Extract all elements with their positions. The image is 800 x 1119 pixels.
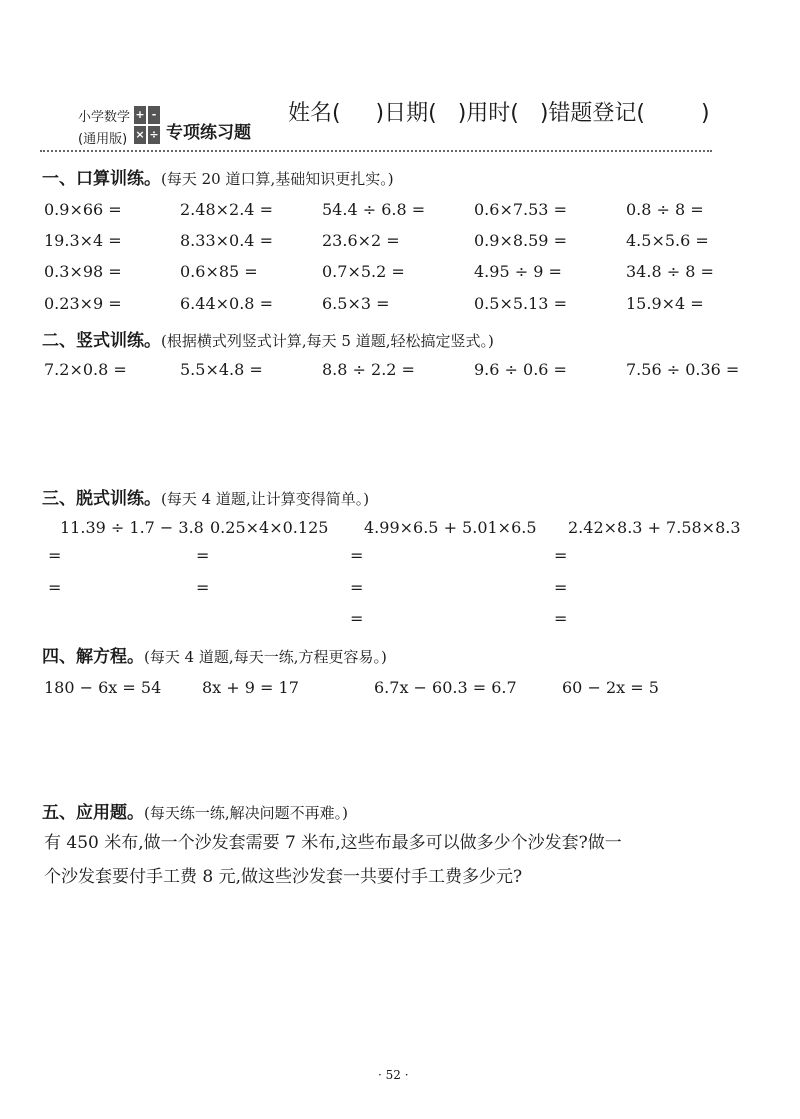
section1-title: 一、口算训练。 (42, 169, 161, 189)
section1-note: (每天 20 道口算,基础知识更扎实。) (161, 170, 394, 188)
vertical-problem: 5.5×4.8 = (180, 360, 263, 379)
plus-icon: + (134, 106, 146, 124)
oral-problem: 4.95 ÷ 9 = (474, 262, 562, 281)
oral-problem: 19.3×4 = (44, 231, 122, 250)
section3-heading (42, 484, 369, 509)
equation-problem: 60 − 2x = 5 (562, 678, 659, 697)
section2-heading (42, 326, 494, 351)
equals-sign: = (350, 609, 364, 628)
section4-note: (每天 4 道题,每天一练,方程更容易。) (144, 648, 387, 666)
oral-problem: 23.6×2 = (322, 231, 400, 250)
minus-icon: - (148, 106, 160, 124)
oral-problem: 8.33×0.4 = (180, 231, 273, 250)
stepwise-problem: 2.42×8.3 + 7.58×8.3 (568, 518, 741, 537)
section2-note: (根据横式列竖式计算,每天 5 道题,轻松搞定竖式。) (161, 332, 494, 350)
header-divider (40, 150, 712, 152)
oral-problem: 0.7×5.2 = (322, 262, 405, 281)
page-number: · 52 · (378, 1068, 409, 1082)
vertical-problem: 7.2×0.8 = (44, 360, 127, 379)
oral-problem: 6.5×3 = (322, 294, 390, 313)
oral-problem: 0.9×8.59 = (474, 231, 567, 250)
oral-problem: 34.8 ÷ 8 = (626, 262, 714, 281)
equals-sign: = (48, 578, 62, 597)
vertical-problem: 9.6 ÷ 0.6 = (474, 360, 567, 379)
word-problem-line2: 个沙发套要付手工费 8 元,做这些沙发套一共要付手工费多少元? (44, 867, 523, 887)
brand-subject: 小学数学 (78, 110, 131, 125)
oral-problem: 0.5×5.13 = (474, 294, 567, 313)
times-icon: × (134, 126, 146, 144)
stepwise-problem: 11.39 ÷ 1.7 − 3.8 (60, 518, 204, 537)
oral-problem: 0.23×9 = (44, 294, 122, 313)
oral-problem: 2.48×2.4 = (180, 200, 273, 219)
oral-problem: 0.6×7.53 = (474, 200, 567, 219)
vertical-problem: 8.8 ÷ 2.2 = (322, 360, 415, 379)
operator-grid-icon (134, 106, 160, 144)
brand-title: 专项练习题 (166, 123, 251, 143)
section3-note: (每天 4 道题,让计算变得简单。) (161, 490, 370, 508)
oral-problem: 54.4 ÷ 6.8 = (322, 200, 426, 219)
section5-title: 五、应用题。 (42, 803, 144, 823)
section4-heading (42, 642, 387, 667)
section5-note: (每天练一练,解决问题不再难。) (144, 804, 348, 822)
stepwise-problem: 0.25×4×0.125 (210, 518, 329, 537)
oral-problem: 0.9×66 = (44, 200, 122, 219)
oral-problem: 0.6×85 = (180, 262, 258, 281)
equals-sign: = (350, 546, 364, 565)
equation-problem: 6.7x − 60.3 = 6.7 (374, 678, 517, 697)
oral-problem: 15.9×4 = (626, 294, 704, 313)
equation-problem: 8x + 9 = 17 (202, 678, 299, 697)
equals-sign: = (196, 578, 210, 597)
oral-problem: 4.5×5.6 = (626, 231, 709, 250)
equals-sign: = (554, 578, 568, 597)
equals-sign: = (48, 546, 62, 565)
brand-logo (78, 106, 253, 154)
section5-heading (42, 798, 348, 823)
equals-sign: = (554, 609, 568, 628)
oral-problem: 0.8 ÷ 8 = (626, 200, 704, 219)
section2-title: 二、竖式训练。 (42, 331, 161, 351)
student-info-fields[interactable]: 姓名( )日期( )用时( )错题登记( ) (288, 101, 710, 126)
divide-icon: ÷ (148, 126, 160, 144)
brand-edition: (通用版) (78, 132, 128, 147)
equals-sign: = (554, 546, 568, 565)
stepwise-problem: 4.99×6.5 + 5.01×6.5 (364, 518, 537, 537)
equals-sign: = (196, 546, 210, 565)
section4-title: 四、解方程。 (42, 647, 144, 667)
oral-problem: 0.3×98 = (44, 262, 122, 281)
oral-problem: 6.44×0.8 = (180, 294, 273, 313)
vertical-problem: 7.56 ÷ 0.36 = (626, 360, 740, 379)
equation-problem: 180 − 6x = 54 (44, 678, 162, 697)
word-problem-line1: 有 450 米布,做一个沙发套需要 7 米布,这些布最多可以做多少个沙发套?做一 (44, 833, 622, 853)
section3-title: 三、脱式训练。 (42, 489, 161, 509)
section1-heading (42, 164, 394, 189)
equals-sign: = (350, 578, 364, 597)
